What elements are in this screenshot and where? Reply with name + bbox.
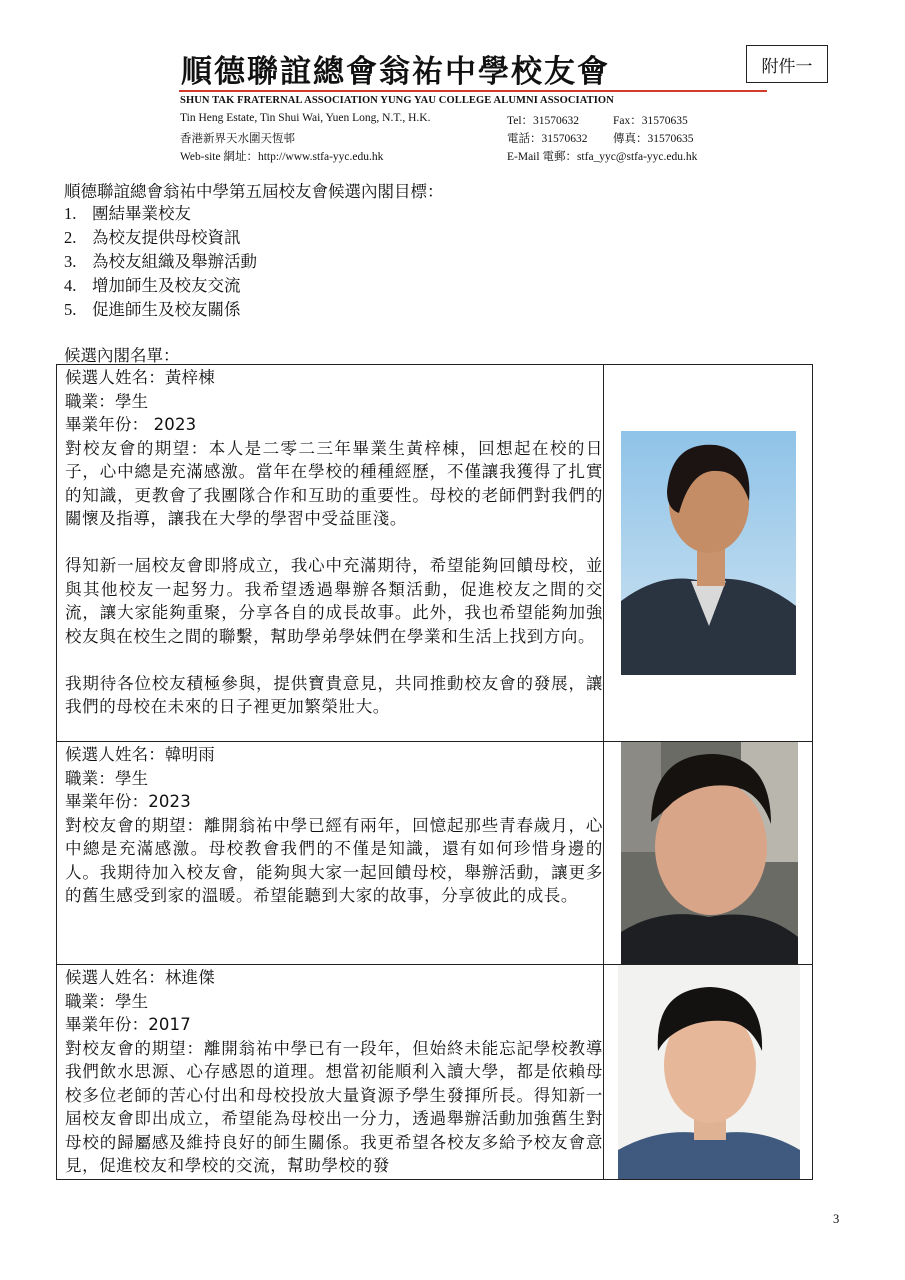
address-zh: 香港新界天水圍天恆邨 <box>180 133 295 145</box>
fax-zh: 傳真：31570635 <box>613 133 694 145</box>
table-row <box>57 741 812 964</box>
candidate-photo <box>621 742 798 964</box>
letterhead-title-en: SHUN TAK FRATERNAL ASSOCIATION YUNG YAU COLLEGE ALUMNI ASSOCIATION <box>180 95 614 106</box>
goal-number: 4. <box>64 276 77 295</box>
annex-label: 附件一 <box>746 45 828 83</box>
candidate-occupation: 職業：學生 <box>65 768 149 788</box>
tel-zh: 電話：31570632 <box>507 133 588 145</box>
candidate-name: 候選人姓名：韓明雨 <box>65 745 215 764</box>
letterhead-divider <box>179 90 767 92</box>
goal-number: 1. <box>64 204 77 223</box>
goals-heading: 順德聯誼總會翁祐中學第五屆校友會候選內閣目標： <box>64 182 444 201</box>
address-en: Tin Heng Estate, Tin Shui Wai, Yuen Long, N.T., H.K. <box>180 112 431 124</box>
candidate-info-cell <box>57 965 604 1179</box>
tel-en: Tel：31570632 <box>507 115 580 127</box>
candidate-graduation-year: 畢業年份： 2023 <box>65 415 197 434</box>
goal-text: 為校友組織及舉辦活動 <box>92 252 257 271</box>
goal-number: 2. <box>64 228 77 247</box>
list-item <box>64 250 257 274</box>
candidate-name: 候選人姓名：林進傑 <box>65 968 215 987</box>
candidate-expectation: 對校友會的期望：本人是二零二三年畢業生黃梓棟，回想起在校的日子，心中總是充滿感激。當年在學校的種種經歷，不僅讓我獲得了扎實的知識，更教會了我團隊合作和互助的重要性。母校的老師們對我們的關懷及指導，讓我在大學的學習中受益匪淺。 <box>65 438 603 528</box>
candidate-occupation: 職業：學生 <box>65 991 149 1011</box>
candidates-table <box>56 364 813 1180</box>
website: Web-site 網址：http://www.stfa-yyc.edu.hk <box>180 151 384 163</box>
list-item <box>64 274 257 298</box>
goal-text: 團結畢業校友 <box>92 204 191 223</box>
list-item <box>64 202 257 226</box>
candidate-name: 候選人姓名：黃梓棟 <box>65 368 215 387</box>
candidate-occupation: 職業：學生 <box>65 391 149 411</box>
goal-number: 3. <box>64 252 77 271</box>
fax-en: Fax：31570635 <box>613 115 688 127</box>
candidate-photo-cell <box>604 965 812 1179</box>
candidate-expectation: 我期待各位校友積極參與，提供寶貴意見，共同推動校友會的發展，讓我們的母校在未來的日子裡更加繁榮壯大。 <box>65 673 603 716</box>
goal-text: 促進師生及校友關係 <box>92 300 241 319</box>
goal-text: 增加師生及校友交流 <box>92 276 241 295</box>
candidate-info-cell <box>57 365 604 741</box>
goals-list <box>64 202 257 322</box>
candidate-photo-cell <box>604 742 812 964</box>
letterhead-title-zh: 順德聯誼總會翁祐中學校友會 <box>181 54 610 90</box>
table-row <box>57 964 812 1179</box>
candidate-graduation-year: 畢業年份：2023 <box>65 792 191 811</box>
list-item <box>64 298 257 322</box>
page-number: 3 <box>833 1212 840 1226</box>
list-heading: 候選內閣名單： <box>64 346 180 365</box>
candidate-photo <box>618 965 800 1179</box>
list-item <box>64 226 257 250</box>
goal-text: 為校友提供母校資訊 <box>92 228 241 247</box>
table-row <box>57 365 812 741</box>
candidate-info-cell <box>57 742 604 964</box>
candidate-photo-cell <box>604 365 812 741</box>
goal-number: 5. <box>64 300 77 319</box>
candidate-expectation: 對校友會的期望：離開翁祐中學已有一段年，但始終未能忘記學校教導我們飲水思源、心存感恩的道理。想當初能順利入讀大學，都是依賴母校多位老師的苦心付出和母校投放大量資源予學生發揮所長。得知新一屆校友會即出成立，希望能為母校出一分力，透過舉辦活動加強舊生對母校的歸屬感及維持良好的師生關係。我更希望各校友多給予校友會意見，促進校友和學校的交流，幫助學校的發 <box>65 1038 603 1175</box>
candidate-expectation: 對校友會的期望：離開翁祐中學已經有兩年，回憶起那些青春歲月，心中總是充滿感激。母校教會我們的不僅是知識，還有如何珍惜身邊的人。我期待加入校友會，能夠與大家一起回饋母校，舉辦活動，讓更多的舊生感受到家的溫暖。希望能聽到大家的故事，分享彼此的成長。 <box>65 815 603 905</box>
candidate-photo <box>621 431 796 675</box>
candidate-expectation: 得知新一屆校友會即將成立，我心中充滿期待，希望能夠回饋母校，並與其他校友一起努力。我希望透過舉辦各類活動，促進校友之間的交流，讓大家能夠重聚，分享各自的成長故事。此外，我也希望能夠加強校友與在校生之間的聯繫，幫助學弟學妹們在學業和生活上找到方向。 <box>65 556 603 646</box>
email: E-Mail 電郵：stfa_yyc@stfa-yyc.edu.hk <box>507 151 698 163</box>
candidate-graduation-year: 畢業年份：2017 <box>65 1015 191 1034</box>
